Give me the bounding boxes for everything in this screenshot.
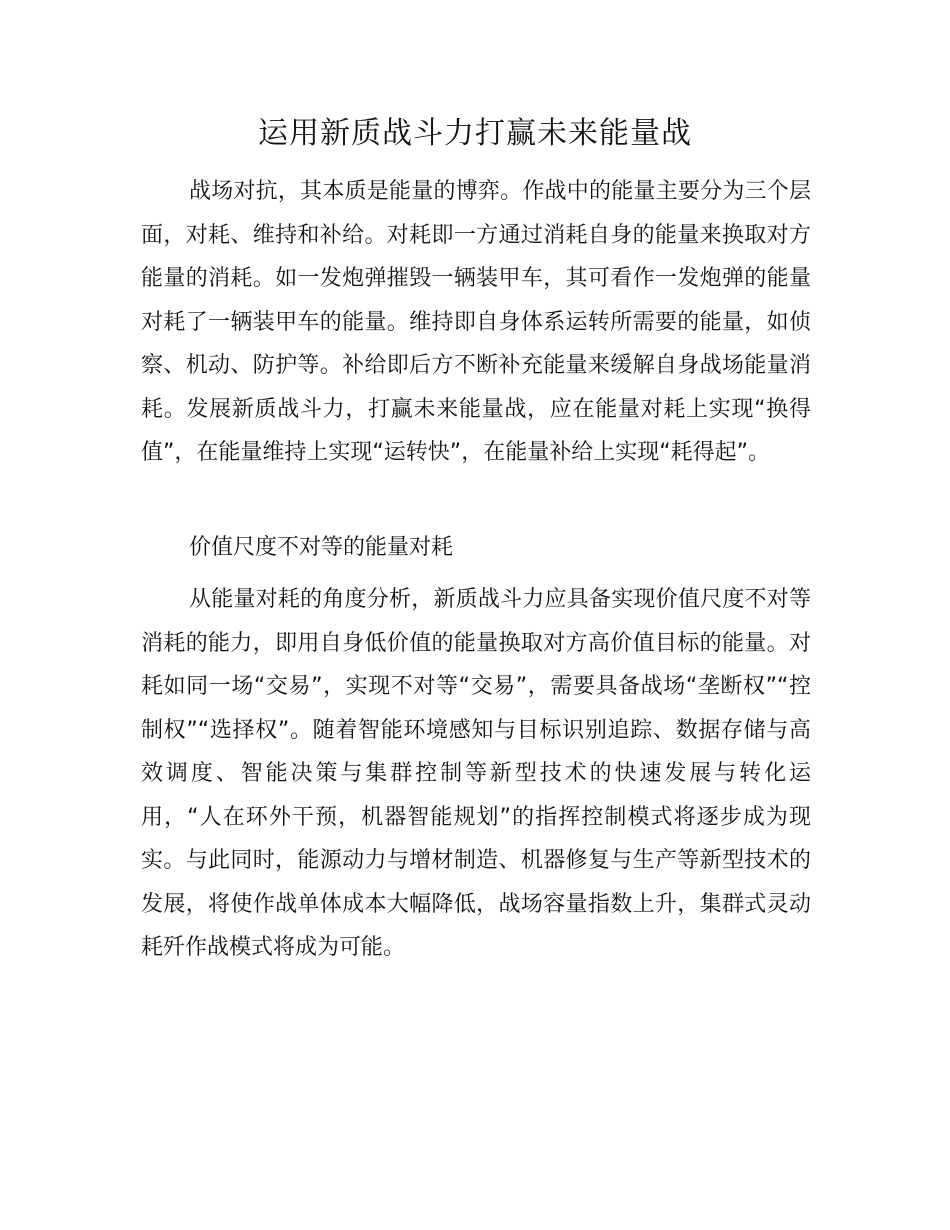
body-paragraph: 战场对抗，其本质是能量的博弈。作战中的能量主要分为三个层面，对耗、维持和补给。对耗即一方通过消耗自身的能量来换取对方能量的消耗。如一发炮弹摧毁一辆装甲车，其可看作一发炮弹的能量对耗了一辆装甲车的能量。维持即自身体系运转所需要的能量，如侦察、机动、防护等。补给即后方不断补充能量来缓解自身战场能量消耗。发展新质战斗力，打赢未来能量战，应在能量对耗上实现“换得值”，在能量维持上实现“运转快”，在能量补给上实现“耗得起”。	[141, 179, 811, 465]
body-paragraph: 从能量对耗的角度分析，新质战斗力应具备实现价值尺度不对等消耗的能力，即用自身低价值的能量换取对方高价值目标的能量。对耗如同一场“交易”，实现不对等“交易”，需要具备战场“垄断权”“控制权”“选择权”。随着智能环境感知与目标识别追踪、数据存储与高效调度、智能决策与集群控制等新型技术的快速发展与转化运用，“人在环外干预，机器智能规划”的指挥控制模式将逐步成为现实。与此同时，能源动力与增材制造、机器修复与生产等新型技术的发展，将使作战单体成本大幅降低，战场容量指数上升，集群式灵动耗歼作战模式将成为可能。	[141, 587, 811, 960]
document-title: 运用新质战斗力打赢未来能量战	[258, 116, 692, 151]
section-heading: 价值尺度不对等的能量对耗	[189, 535, 454, 560]
